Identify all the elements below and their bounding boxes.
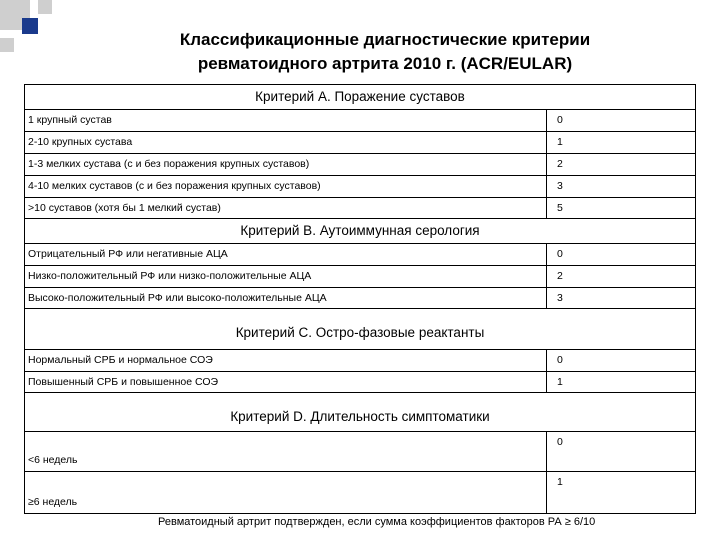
- section-heading: Критерий С. Остро-фазовые реактанты: [235, 325, 485, 340]
- row-label: <6 недель: [28, 454, 78, 466]
- section-heading: Критерий D. Длительность симптоматики: [230, 409, 490, 424]
- table-row: [25, 109, 695, 131]
- table-row: [25, 175, 695, 197]
- criteria-table: [24, 84, 696, 514]
- deco-square: [38, 0, 52, 14]
- row-label: 2-10 крупных сустава: [28, 136, 133, 148]
- row-score: 0: [546, 350, 695, 371]
- row-score: 1: [546, 372, 695, 392]
- row-label: Высоко-положительный РФ или высоко-положительные АЦА: [28, 292, 327, 304]
- deco-square: [22, 18, 38, 34]
- table-row: [25, 153, 695, 175]
- table-row: [25, 471, 695, 514]
- row-label: Низко-положительный РФ или низко-положительные АЦА: [28, 270, 312, 282]
- row-score: 3: [546, 176, 695, 197]
- table-row: [25, 371, 695, 393]
- row-label: >10 суставов (хотя бы 1 мелкий сустав): [28, 202, 221, 214]
- page-title: [60, 28, 710, 76]
- row-label: Нормальный СРБ и нормальное СОЭ: [28, 354, 213, 366]
- row-label: 4-10 мелких суставов (с и без поражения крупных суставов): [28, 180, 321, 192]
- title-line-2: ревматоидного артрита 2010 г. (ACR/EULAR): [197, 54, 573, 73]
- table-row: [25, 197, 695, 219]
- table-row: [25, 243, 695, 265]
- row-label: Отрицательный РФ или негативные АЦА: [28, 248, 228, 260]
- row-score: 0: [546, 244, 695, 265]
- table-row: [25, 287, 695, 309]
- row-score: 3: [546, 288, 695, 308]
- row-label: ≥6 недель: [28, 496, 78, 508]
- section-heading: Критерий А. Поражение суставов: [255, 89, 465, 104]
- table-row: [25, 349, 695, 371]
- row-label: 1 крупный сустав: [28, 114, 112, 126]
- row-score: 0: [546, 110, 695, 131]
- row-score: 2: [546, 266, 695, 287]
- table-row: [25, 431, 695, 471]
- row-score: 1: [546, 132, 695, 153]
- row-label: 1-3 мелких сустава (с и без поражения крупных суставов): [28, 158, 310, 170]
- section-heading: Критерий В. Аутоиммунная серология: [240, 223, 480, 238]
- row-score: 0: [546, 432, 695, 471]
- footer-note: Ревматоидный артрит подтвержден, если сумма коэффициентов факторов РА ≥ 6/10: [158, 516, 596, 528]
- table-row: [25, 131, 695, 153]
- title-line-1: Классификационные диагностические критерии: [179, 30, 591, 49]
- row-label: Повышенный СРБ и повышенное СОЭ: [28, 376, 219, 388]
- row-score: 1: [546, 472, 695, 514]
- table-row: [25, 265, 695, 287]
- row-score: 2: [546, 154, 695, 175]
- row-score: 5: [546, 198, 695, 218]
- deco-square: [0, 38, 14, 52]
